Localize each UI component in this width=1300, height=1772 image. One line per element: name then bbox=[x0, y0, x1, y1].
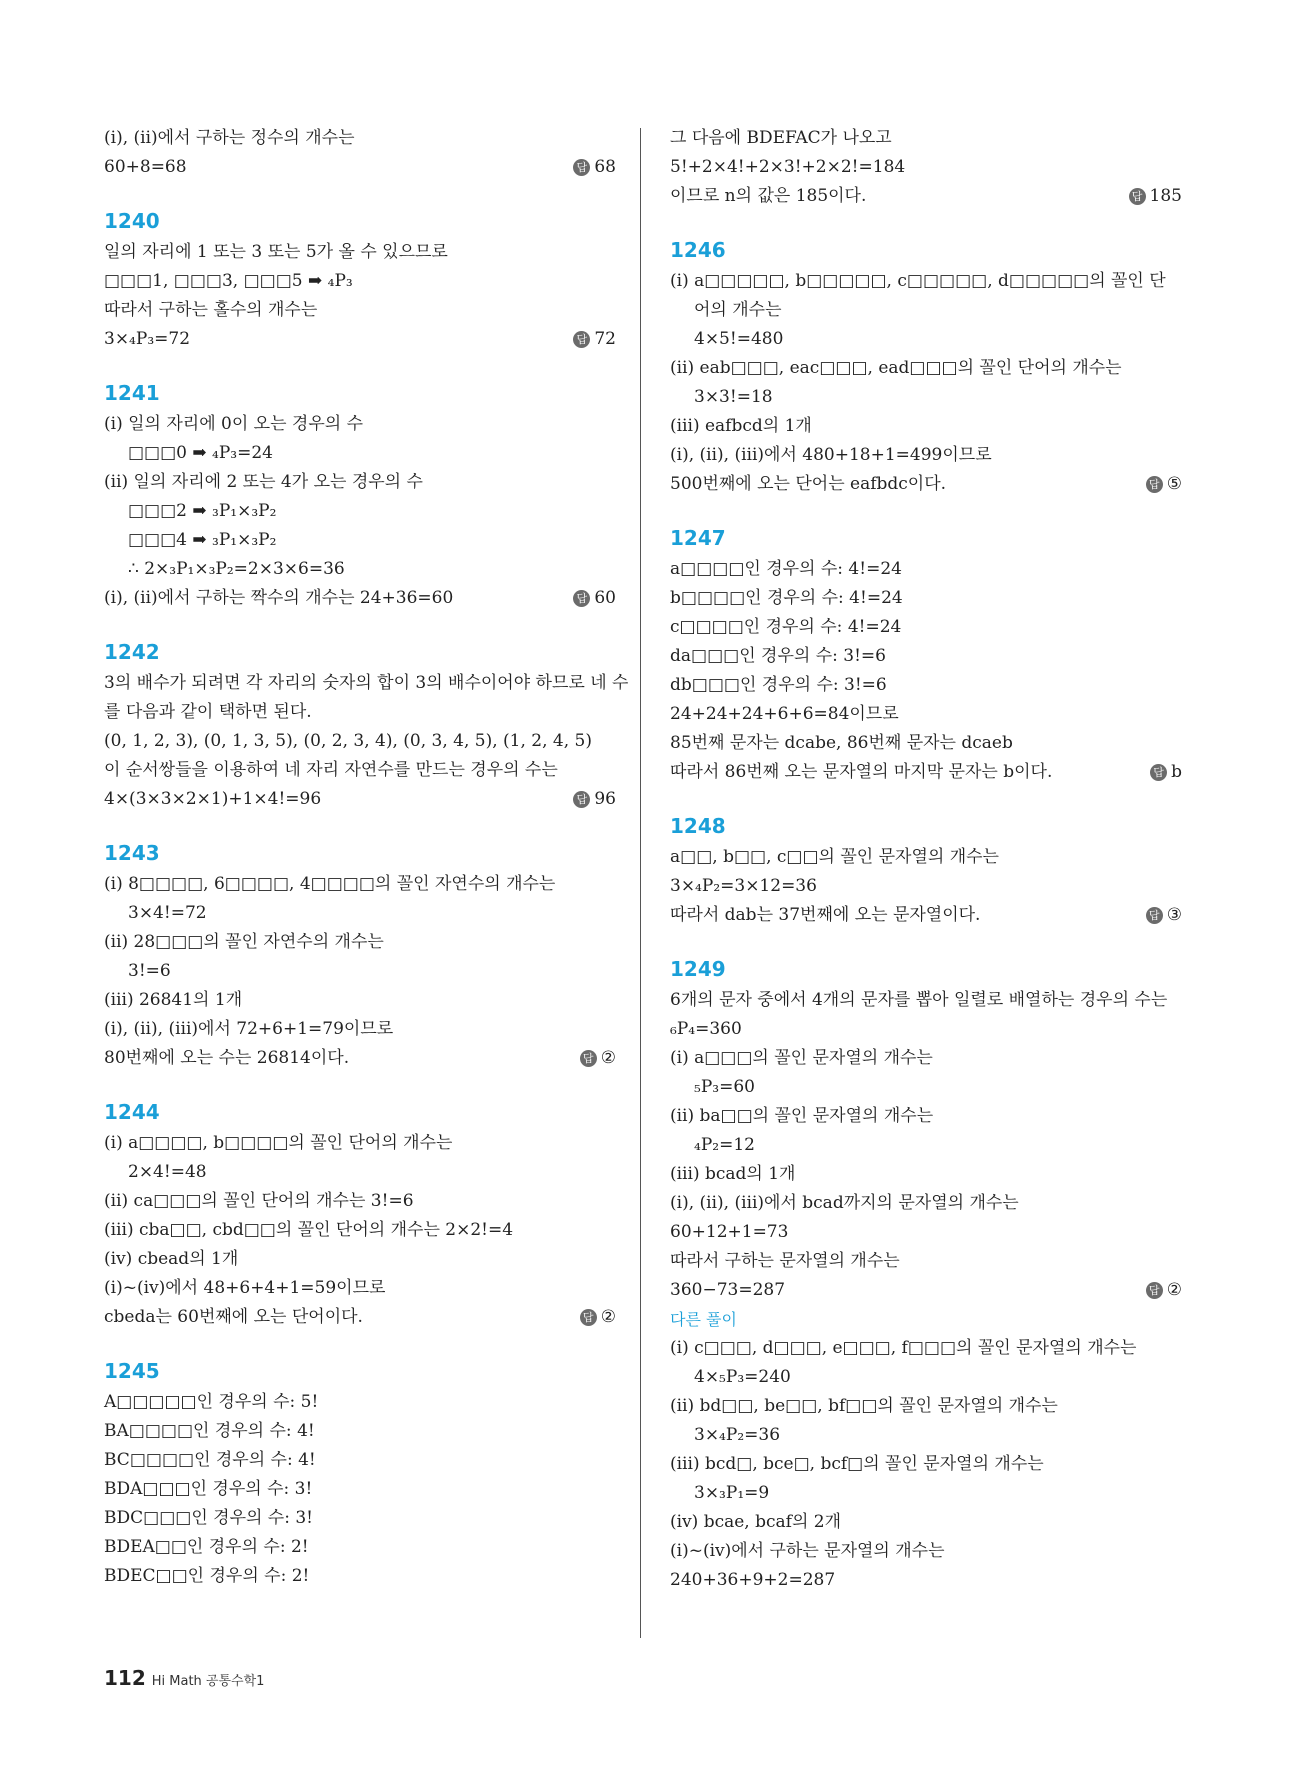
line-text: (ⅰ), (ⅱ)에서 구하는 짝수의 개수는 24+36=60 bbox=[104, 588, 454, 608]
line-text: (ⅳ) cbead의 1개 bbox=[104, 1249, 239, 1269]
solution-line bbox=[104, 1417, 616, 1446]
line-text: BC□□□□인 경우의 수: 4! bbox=[104, 1450, 316, 1470]
solution-line bbox=[104, 153, 616, 182]
solution-line bbox=[104, 526, 616, 555]
solution-line bbox=[670, 182, 1182, 211]
line-text: 3×3!=18 bbox=[694, 387, 773, 407]
line-text: (ⅰ)~(ⅳ)에서 48+6+4+1=59이므로 bbox=[104, 1278, 386, 1298]
solution-line bbox=[104, 1044, 616, 1073]
solution-section bbox=[104, 637, 629, 814]
line-text: □□□2 ➡ ₃P₁×₃P₂ bbox=[128, 501, 277, 521]
answer-value: 68 bbox=[594, 157, 616, 177]
solution-line bbox=[670, 470, 1182, 499]
solution-line bbox=[104, 1216, 616, 1245]
line-text: ₅P₃=60 bbox=[694, 1077, 755, 1097]
solution-line bbox=[670, 1160, 1182, 1189]
solution-line bbox=[104, 928, 616, 957]
book-title: Hi Math 공통수학1 bbox=[151, 1674, 265, 1689]
line-text: db□□□인 경우의 수: 3!=6 bbox=[670, 675, 887, 695]
solution-line bbox=[104, 439, 616, 468]
line-text: (ⅲ) bcd□, bce□, bcf□의 꼴인 문자열의 개수는 bbox=[670, 1454, 1044, 1474]
right-column bbox=[670, 124, 1182, 1619]
solution-section bbox=[104, 206, 616, 354]
problem-number: 1249 bbox=[670, 957, 726, 981]
answer-value: ③ bbox=[1166, 905, 1182, 925]
solution-line bbox=[104, 584, 616, 613]
solution-line bbox=[104, 1388, 616, 1417]
line-text: 어의 개수는 bbox=[694, 300, 782, 320]
solution-line bbox=[670, 1363, 1182, 1392]
solution-line bbox=[670, 613, 1182, 642]
line-text: 를 다음과 같이 택하면 된다. bbox=[104, 702, 312, 722]
solution-line bbox=[670, 153, 1182, 182]
solution-line bbox=[670, 901, 1182, 930]
solution-line bbox=[670, 267, 1182, 296]
line-text: 85번째 문자는 dcabe, 86번째 문자는 dcaeb bbox=[670, 733, 1013, 753]
page-number: 112 bbox=[104, 1666, 146, 1690]
solution-section bbox=[670, 124, 1182, 211]
line-text: BDC□□□인 경우의 수: 3! bbox=[104, 1508, 314, 1528]
solution-line bbox=[670, 1102, 1182, 1131]
line-text: 따라서 구하는 홀수의 개수는 bbox=[104, 300, 318, 320]
answer-value: ⑤ bbox=[1166, 474, 1182, 494]
solution-line bbox=[670, 1073, 1182, 1102]
solution-line bbox=[670, 1450, 1182, 1479]
answer-badge-icon: 답 bbox=[573, 159, 590, 176]
solution-line bbox=[670, 642, 1182, 671]
line-text: ₆P₄=360 bbox=[670, 1019, 742, 1039]
solution-line bbox=[104, 1274, 616, 1303]
solution-line bbox=[670, 843, 1182, 872]
solution-line bbox=[670, 1189, 1182, 1218]
solution-line bbox=[104, 1129, 616, 1158]
solution-line bbox=[104, 325, 616, 354]
line-text: (ⅱ) eab□□□, eac□□□, ead□□□의 꼴인 단어의 개수는 bbox=[670, 358, 1122, 378]
solution-line bbox=[670, 1276, 1182, 1305]
solution-section bbox=[104, 1097, 616, 1332]
solution-line bbox=[670, 441, 1182, 470]
solution-line bbox=[670, 758, 1182, 787]
problem-number: 1241 bbox=[104, 381, 160, 405]
line-text: ∴ 2×₃P₁×₃P₂=2×3×6=36 bbox=[128, 559, 345, 579]
line-text: 일의 자리에 1 또는 3 또는 5가 올 수 있으므로 bbox=[104, 242, 448, 262]
line-text: 그 다음에 BDEFAC가 나오고 bbox=[670, 128, 892, 148]
line-text: BA□□□□인 경우의 수: 4! bbox=[104, 1421, 315, 1441]
solution-line bbox=[104, 1015, 616, 1044]
solution-section bbox=[670, 523, 1182, 787]
solution-line bbox=[104, 727, 616, 756]
solution-line bbox=[104, 957, 616, 986]
line-text: (ⅰ), (ⅱ), (ⅲ)에서 480+18+1=499이므로 bbox=[670, 445, 992, 465]
line-text: 80번째에 오는 수는 26814이다. bbox=[104, 1048, 350, 1068]
line-text: □□□1, □□□3, □□□5 ➡ ₄P₃ bbox=[104, 271, 353, 291]
solution-line bbox=[670, 1479, 1182, 1508]
solution-line bbox=[670, 1421, 1182, 1450]
solution-line bbox=[104, 870, 616, 899]
line-text: (ⅰ)~(ⅳ)에서 구하는 문자열의 개수는 bbox=[670, 1541, 945, 1561]
answer-badge-icon: 답 bbox=[1146, 907, 1163, 924]
solution-line bbox=[670, 1044, 1182, 1073]
answer-badge-icon: 답 bbox=[1129, 188, 1146, 205]
line-text: (ⅲ) cba□□, cbd□□의 꼴인 단어의 개수는 2×2!=4 bbox=[104, 1220, 514, 1240]
line-text: 3의 배수가 되려면 각 자리의 숫자의 합이 3의 배수이어야 하므로 네 수 bbox=[104, 673, 629, 693]
line-text: 60+8=68 bbox=[104, 157, 187, 177]
answer-badge-icon: 답 bbox=[573, 590, 590, 607]
solution-line bbox=[104, 1475, 616, 1504]
line-text: (ⅱ) 28□□□의 꼴인 자연수의 개수는 bbox=[104, 932, 384, 952]
solution-line bbox=[670, 1131, 1182, 1160]
answer-value: ② bbox=[1166, 1280, 1182, 1300]
line-text: 24+24+24+6+6=84이므로 bbox=[670, 704, 899, 724]
line-text: A□□□□□인 경우의 수: 5! bbox=[104, 1392, 319, 1412]
solution-section bbox=[670, 811, 1182, 930]
solution-section bbox=[670, 235, 1182, 499]
line-text: (ⅳ) bcae, bcaf의 2개 bbox=[670, 1512, 842, 1532]
solution-line bbox=[104, 468, 616, 497]
solution-line bbox=[670, 729, 1182, 758]
solution-line bbox=[104, 1504, 616, 1533]
solution-line bbox=[670, 1537, 1182, 1566]
line-text: 이 순서쌍들을 이용하여 네 자리 자연수를 만드는 경우의 수는 bbox=[104, 760, 558, 780]
answer-badge-icon: 답 bbox=[573, 331, 590, 348]
solution-line bbox=[670, 700, 1182, 729]
problem-number: 1246 bbox=[670, 238, 726, 262]
solution-line bbox=[670, 584, 1182, 613]
solution-section bbox=[104, 838, 616, 1073]
solution-line bbox=[104, 1158, 616, 1187]
line-text: (ⅲ) eafbcd의 1개 bbox=[670, 416, 812, 436]
line-text: 2×4!=48 bbox=[128, 1162, 207, 1182]
line-text: 3!=6 bbox=[128, 961, 171, 981]
answer-value: 72 bbox=[594, 329, 616, 349]
answer-mark bbox=[580, 1303, 616, 1332]
solution-line bbox=[104, 1533, 616, 1562]
answer-value: 185 bbox=[1149, 186, 1182, 206]
solution-line bbox=[104, 1303, 616, 1332]
solution-line bbox=[670, 555, 1182, 584]
left-column bbox=[104, 124, 629, 1615]
solution-section bbox=[104, 1356, 616, 1591]
solution-line bbox=[104, 986, 616, 1015]
line-text: (ⅲ) bcad의 1개 bbox=[670, 1164, 796, 1184]
line-text: cbeda는 60번째에 오는 단어이다. bbox=[104, 1307, 363, 1327]
line-text: c□□□□인 경우의 수: 4!=24 bbox=[670, 617, 902, 637]
line-text: (ⅰ) a□□□□□, b□□□□□, c□□□□□, d□□□□□의 꼴인 단 bbox=[670, 271, 1166, 291]
line-text: a□□□□인 경우의 수: 4!=24 bbox=[670, 559, 902, 579]
line-text: (ⅰ) a□□□의 꼴인 문자열의 개수는 bbox=[670, 1048, 933, 1068]
solution-line bbox=[104, 756, 616, 785]
answer-mark bbox=[1150, 758, 1182, 787]
answer-mark bbox=[1146, 901, 1182, 930]
solution-section bbox=[104, 378, 616, 613]
line-text: 3×₄P₂=3×12=36 bbox=[670, 876, 817, 896]
line-text: (ⅰ), (ⅱ)에서 구하는 정수의 개수는 bbox=[104, 128, 355, 148]
line-text: 따라서 dab는 37번째에 오는 문자열이다. bbox=[670, 905, 981, 925]
line-text: 4×(3×3×2×1)+1×4!=96 bbox=[104, 789, 322, 809]
line-text: (ⅰ) c□□□, d□□□, e□□□, f□□□의 꼴인 문자열의 개수는 bbox=[670, 1338, 1137, 1358]
solution-line bbox=[104, 1446, 616, 1475]
solution-line bbox=[670, 1015, 1182, 1044]
problem-number: 1244 bbox=[104, 1100, 160, 1124]
solution-line bbox=[670, 325, 1182, 354]
answer-mark bbox=[1146, 1276, 1182, 1305]
line-text: 6개의 문자 중에서 4개의 문자를 뽑아 일렬로 배열하는 경우의 수는 bbox=[670, 990, 1168, 1010]
solution-line bbox=[670, 1508, 1182, 1537]
line-text: □□□0 ➡ ₄P₃=24 bbox=[128, 443, 273, 463]
answer-badge-icon: 답 bbox=[1146, 1282, 1163, 1299]
problem-number: 1243 bbox=[104, 841, 160, 865]
answer-badge-icon: 답 bbox=[1146, 476, 1163, 493]
answer-value: ② bbox=[600, 1048, 616, 1068]
solution-line bbox=[104, 899, 616, 928]
line-text: (ⅰ) a□□□□, b□□□□의 꼴인 단어의 개수는 bbox=[104, 1133, 453, 1153]
problem-number: 1248 bbox=[670, 814, 726, 838]
line-text: 5!+2×4!+2×3!+2×2!=184 bbox=[670, 157, 906, 177]
line-text: BDEC□□인 경우의 수: 2! bbox=[104, 1566, 310, 1586]
line-text: 이므로 n의 값은 185이다. bbox=[670, 186, 867, 206]
answer-mark bbox=[580, 1044, 616, 1073]
solution-line bbox=[104, 124, 616, 153]
line-text: 360−73=287 bbox=[670, 1280, 786, 1300]
alternative-solution-label: 다른 풀이 bbox=[670, 1310, 737, 1329]
line-text: (ⅱ) 일의 자리에 2 또는 4가 오는 경우의 수 bbox=[104, 472, 423, 492]
solution-line bbox=[670, 1566, 1182, 1595]
solution-line bbox=[670, 872, 1182, 901]
answer-mark bbox=[1146, 470, 1182, 499]
line-text: 4×₅P₃=240 bbox=[694, 1367, 791, 1387]
line-text: a□□, b□□, c□□의 꼴인 문자열의 개수는 bbox=[670, 847, 999, 867]
solution-line bbox=[670, 1247, 1182, 1276]
line-text: BDA□□□인 경우의 수: 3! bbox=[104, 1479, 313, 1499]
column-divider bbox=[640, 128, 641, 1638]
answer-mark bbox=[573, 153, 616, 182]
line-text: 500번째에 오는 단어는 eafbdc이다. bbox=[670, 474, 947, 494]
answer-value: 60 bbox=[594, 588, 616, 608]
answer-mark bbox=[573, 584, 616, 613]
solution-line bbox=[104, 669, 629, 698]
answer-badge-icon: 답 bbox=[573, 791, 590, 808]
solution-line bbox=[104, 698, 616, 727]
line-text: (ⅱ) bd□□, be□□, bf□□의 꼴인 문자열의 개수는 bbox=[670, 1396, 1058, 1416]
line-text: 따라서 구하는 문자열의 개수는 bbox=[670, 1251, 900, 1271]
solution-line bbox=[104, 296, 616, 325]
solution-section bbox=[104, 124, 616, 182]
line-text: ₄P₂=12 bbox=[694, 1135, 755, 1155]
answer-badge-icon: 답 bbox=[1150, 764, 1167, 781]
solution-line bbox=[104, 238, 616, 267]
solution-line bbox=[104, 497, 616, 526]
answer-badge-icon: 답 bbox=[580, 1050, 597, 1067]
solution-line bbox=[104, 785, 616, 814]
answer-value: ② bbox=[600, 1307, 616, 1327]
line-text: 240+36+9+2=287 bbox=[670, 1570, 836, 1590]
line-text: 3×₄P₂=36 bbox=[694, 1425, 781, 1445]
line-text: (ⅲ) 26841의 1개 bbox=[104, 990, 243, 1010]
line-text: 4×5!=480 bbox=[694, 329, 784, 349]
solution-line bbox=[670, 1334, 1182, 1363]
solution-line bbox=[104, 267, 616, 296]
page-footer bbox=[104, 1666, 264, 1690]
line-text: BDEA□□인 경우의 수: 2! bbox=[104, 1537, 309, 1557]
line-text: (ⅰ) 8□□□□, 6□□□□, 4□□□□의 꼴인 자연수의 개수는 bbox=[104, 874, 556, 894]
line-text: b□□□□인 경우의 수: 4!=24 bbox=[670, 588, 903, 608]
solution-line bbox=[670, 296, 1182, 325]
line-text: (ⅱ) ca□□□의 꼴인 단어의 개수는 3!=6 bbox=[104, 1191, 414, 1211]
solution-line bbox=[670, 1392, 1182, 1421]
solution-line bbox=[104, 1245, 616, 1274]
line-text: (0, 1, 2, 3), (0, 1, 3, 5), (0, 2, 3, 4), (0, 3, 4, 5), (1, 2, 4, 5) bbox=[104, 731, 592, 751]
solution-section bbox=[670, 954, 1182, 1595]
solution-line bbox=[670, 1218, 1182, 1247]
solution-line bbox=[670, 354, 1182, 383]
answer-badge-icon: 답 bbox=[580, 1309, 597, 1326]
problem-number: 1247 bbox=[670, 526, 726, 550]
solution-line bbox=[104, 1562, 616, 1591]
solution-line bbox=[104, 410, 616, 439]
solution-line bbox=[670, 412, 1182, 441]
solution-line bbox=[104, 1187, 616, 1216]
answer-mark bbox=[573, 325, 616, 354]
line-text: (ⅰ), (ⅱ), (ⅲ)에서 bcad까지의 문자열의 개수는 bbox=[670, 1193, 1019, 1213]
line-text: 3×₃P₁=9 bbox=[694, 1483, 770, 1503]
solution-line bbox=[104, 555, 616, 584]
line-text: (ⅱ) ba□□의 꼴인 문자열의 개수는 bbox=[670, 1106, 934, 1126]
solution-line bbox=[670, 986, 1182, 1015]
line-text: 3×4!=72 bbox=[128, 903, 207, 923]
line-text: (ⅰ), (ⅱ), (ⅲ)에서 72+6+1=79이므로 bbox=[104, 1019, 394, 1039]
answer-value: b bbox=[1171, 762, 1182, 782]
answer-mark bbox=[1129, 182, 1182, 211]
problem-number: 1245 bbox=[104, 1359, 160, 1383]
answer-mark bbox=[573, 785, 616, 814]
line-text: □□□4 ➡ ₃P₁×₃P₂ bbox=[128, 530, 277, 550]
line-text: (ⅰ) 일의 자리에 0이 오는 경우의 수 bbox=[104, 414, 364, 434]
line-text: da□□□인 경우의 수: 3!=6 bbox=[670, 646, 886, 666]
line-text: 3×₄P₃=72 bbox=[104, 329, 191, 349]
solution-line bbox=[670, 124, 1182, 153]
problem-number: 1240 bbox=[104, 209, 160, 233]
solution-line bbox=[670, 383, 1182, 412]
answer-value: 96 bbox=[594, 789, 616, 809]
line-text: 따라서 86번째 오는 문자열의 마지막 문자는 b이다. bbox=[670, 762, 1053, 782]
solution-line bbox=[670, 671, 1182, 700]
problem-number: 1242 bbox=[104, 640, 160, 664]
line-text: 60+12+1=73 bbox=[670, 1222, 789, 1242]
